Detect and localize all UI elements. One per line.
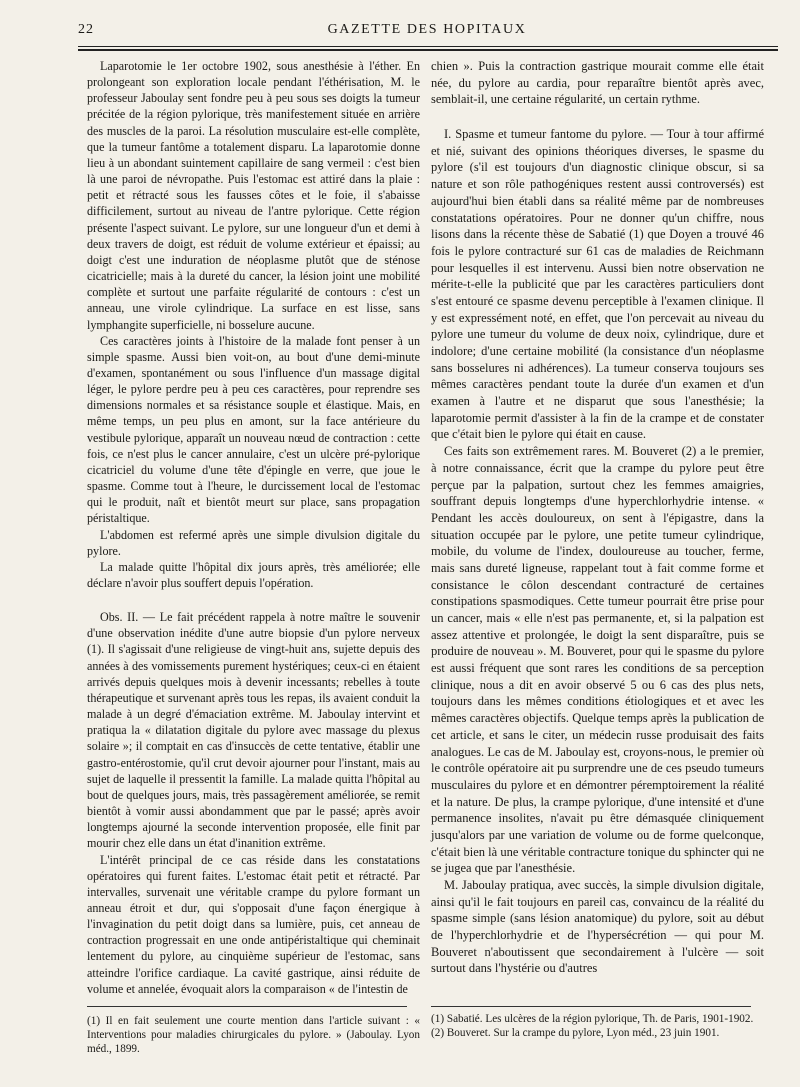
right-column [431, 58, 764, 977]
header-rule-bottom [78, 49, 778, 51]
footnote-rule-right [431, 1006, 751, 1007]
footnote: (1) Sabatié. Les ulcères de la région pylorique, Th. de Paris, 1901-1902. [431, 1013, 754, 1025]
paragraph: L'intérêt principal de ce cas réside dans les constatations opératoires qui furent faites. L'estomac était petit et rétracté. Par intervalles, survenait une véritable crampe du pylore formant un anneau étroit et dur, qui s'opposait d'une façon énergique à l'invagination du petit doigt dans sa lumière, puis, cet anneau de contraction progressait en une onde antipéristaltique qui cheminait lentement du pylore, au cinquième supérieur de l'estomac, sans atteindre l'orifice cardiaque. La cavité gastrique, ainsi réduite de volume et annelée, évoquait alors la comparaison « de l'intestin de [87, 852, 420, 996]
paragraph: L'abdomen est refermé après une simple divulsion digitale du pylore. [87, 527, 420, 558]
header-rule-top [78, 46, 778, 47]
paragraph: Ces caractères joints à l'histoire de la malade font penser à un simple spasme. Aussi bien voit-on, au bout d'une demi-minute d'examen, spontanément ou sous l'influence d'un massage digital léger, le pylore perdre peu à peu ces caractères, pour reprendre ses dimensions normales et sa résistance souple et élastique. Mais, en même temps, un peu plus en amont, sur la face antérieure du vestibule pylorique, apparaît un nouveau nœud de contraction : cette fois, ce n'est plus le cancer annulaire, c'est un ulcère pré-pylorique cicatriciel du volume d'une tête d'épingle en verre, que joue le spasme. Comme tout à l'heure, le durcissement local de l'estomac qui le produit, naît et bientôt meurt sur place, sans propagation péristaltique. [87, 333, 420, 526]
footnotes-right [431, 1012, 764, 1040]
footnote: (2) Bouveret. Sur la crampe du pylore, Lyon méd., 23 juin 1901. [431, 1027, 720, 1040]
paragraph: Ces faits son extrêmement rares. M. Bouveret (2) a le premier, à notre connaissance, écrit que la crampe du pylore peut être perçue par la palpation, surtout chez les femmes amaigries, souffrant depuis longtemps d'une hyperchlorhydrie intense. « Pendant les accès douloureux, on sent à l'épigastre, dans la situation occupée par le pylore, une petite tumeur cylindrique, mobile, du volume de l'index, douloureuse au toucher, ferme, mais sans dureté ligneuse, rappelant tout à fait comme forme et consistance le côlon descendant contracturé de certaines constipations spasmodiques. Cette tumeur pourrait être prise pour un cancer, mais « elle n'est pas permanente, et, si la palpation est assez attentive et prolongée, le doigt la sent disparaître, puis se produire de nouveau ». M. Bouveret, pour qui le spasme du pylore est aussi fréquent que sont rares les conditions de sa perception clinique, nous a dit en avoir observé 5 ou 6 cas des plus nets, toujours dans les mêmes conditions étiologiques et et avec les mêmes caractères objectifs. Quelque temps après la publication de cet article, et sans le citer, un médecin russe produisait des faits analogues. Le cas de M. Jaboulay est, croyons-nous, le premier où le contrôle opératoire ait pu surprendre une de ces pseudo tumeurs musculaires du pylore et en démontrer péremptoirement la réalité et la nature. De plus, la crampe pylorique, d'une intensité et d'une permanence insolites, n'avait pu être démasquée cliniquement jusqu'alors par une variation de volume ou de forme quelconque, c'était bien là une véritable contracture tonique du sphincter qui ne se jugea que par l'anesthésie. [431, 444, 764, 876]
paragraph: M. Jaboulay pratiqua, avec succès, la simple divulsion digitale, ainsi qu'il le fait toujours en pareil cas, convaincu de la réalité du spasme simple (sans lésion anatomique) du pylore, soit au début de l'hyperchlorhydrie et de l'hypersécrétion — qui pour M. Bouveret n'aboutissent que secondairement à l'ulcère — soit surtout dans l'hystérie ou d'autres [431, 878, 764, 976]
footnote: (1) Il en fait seulement une courte mention dans l'article suivant : « Interventions pour maladies chirurgicales du pylore. » (Jaboulay. Lyon méd., 1899. [87, 1015, 420, 1056]
left-column [87, 58, 420, 997]
paragraph: chien ». Puis la contraction gastrique mourait comme elle était née, du pylore au cardia, pour reparaître bientôt après avec, semblait-il, une certaine régularité, un certain rythme. [431, 59, 764, 107]
footnotes-left [87, 1014, 420, 1057]
page-header [78, 20, 776, 44]
paragraph: Laparotomie le 1er octobre 1902, sous anesthésie à l'éther. En prolongeant son exploration locale pendant l'éthérisation, M. le professeur Jaboulay sent fondre peu à peu sous ses doigts la tumeur précitée de la région pylorique, très manifestement située en arrière des muscles de la paroi. La résolution musculaire est-elle complète, que la tumeur fantôme a totalement disparu. La laparotomie donne lieu à un abondant suintement capillaire de sang vermeil : c'est bien là une paroi de névropathe. Puis l'estomac est attiré dans la plaie : petit et rétracté sous les fausses côtes et le foie, il s'abaisse difficilement, surtout au niveau de l'antre pylorique. Cette région présente l'aspect suivant. Le pylore, sur une longueur d'un et demi à deux travers de doigt, est réduit de volume extérieur et épaissi; au doigt c'est une induration de néoplasme plutôt que de sténose cicatricielle; mais à la dureté du cancer, la lésion joint une mobilité complète et surtout une parfaite régularité de contours : c'est un anneau, une virole cylindrique. La surface en est lisse, sans lymphangite superficielle, ni bosselure aucune. [87, 59, 420, 332]
section-paragraph: I. Spasme et tumeur fantome du pylore. — Tour à tour affirmé et nié, suivant des opinions théoriques diverses, le spasme du pylore (s'il est toujours d'un diagnostic clinique obscur, si sa nature et son rôle pathogéniques restent aussi controversés) est aujourd'hui bien établi dans sa réalité même par de nombreuses constatations opératoires. Pour ne donner qu'un chiffre, nous lisons dans la récente thèse de Sabatié (1) que Doyen a trouvé 46 fois le pylore contracturé sur 61 cas de maladies de Reichmann pour lesquelles il est intervenu. Aussi bien notre observation ne mérite-t-elle la publicité que par les caractères particuliers dont s'est entouré ce spasme devenu perceptible à l'examen clinique. Il y est expressément noté, en effet, que l'on percevait au niveau du pylore une tumeur du volume de deux noix, cylindrique, dure et indolore; d'une certaine mobilité (la consistance d'un néoplasme sans bosselures ni adhérences). La tumeur conserva toujours ses mêmes caractères pendant toute la durée d'un examen et d'un examen à l'autre et ne disparut que sous l'anesthésie; la laparotomie permit d'assister à la fin de la crampe et de constater que c'était bien le pylore qui était en cause. [431, 127, 764, 442]
journal-title: GAZETTE DES HOPITAUX [327, 22, 527, 37]
footnote-rule-left [87, 1006, 407, 1007]
observation-paragraph: Obs. II. — Le fait précédent rappela à notre maître le souvenir d'une observation inédite d'une autre biopsie d'un pylore nerveux (1). Il s'agissait d'une religieuse de vingt-huit ans, sujette depuis des années à des vomissements purement hystériques; ceux-ci en étaient arrivés depuis quelques mois à devenir incessants; rebelles à toute thérapeutique et survenant après tous les repas, ils avaient conduit la malade à un degré d'émaciation extrême. M. Jaboulay intervint et pratiqua la « dilatation digitale du pylore avec massage du plexus solaire »; il comptait en cas d'insuccès de cette tentative, établir une gastro-entérostomie, qu'il crut devoir ajourner pour l'instant, mais au sujet de laquelle il pressentit la famille. La malade quitta l'hôpital au bout de quelques jours, mais, très passagèrement améliorée, se remit bientôt à vomir aussi abondamment que par le passé; après avoir longtemps ajourné la seconde intervention proposée, elle finit par mourir chez elle dans un état d'inanition extrême. [87, 610, 420, 851]
page-number: 22 [78, 22, 94, 37]
paragraph: La malade quitte l'hôpital dix jours après, très améliorée; elle déclare n'avoir plus souffert depuis l'opération. [87, 559, 420, 590]
